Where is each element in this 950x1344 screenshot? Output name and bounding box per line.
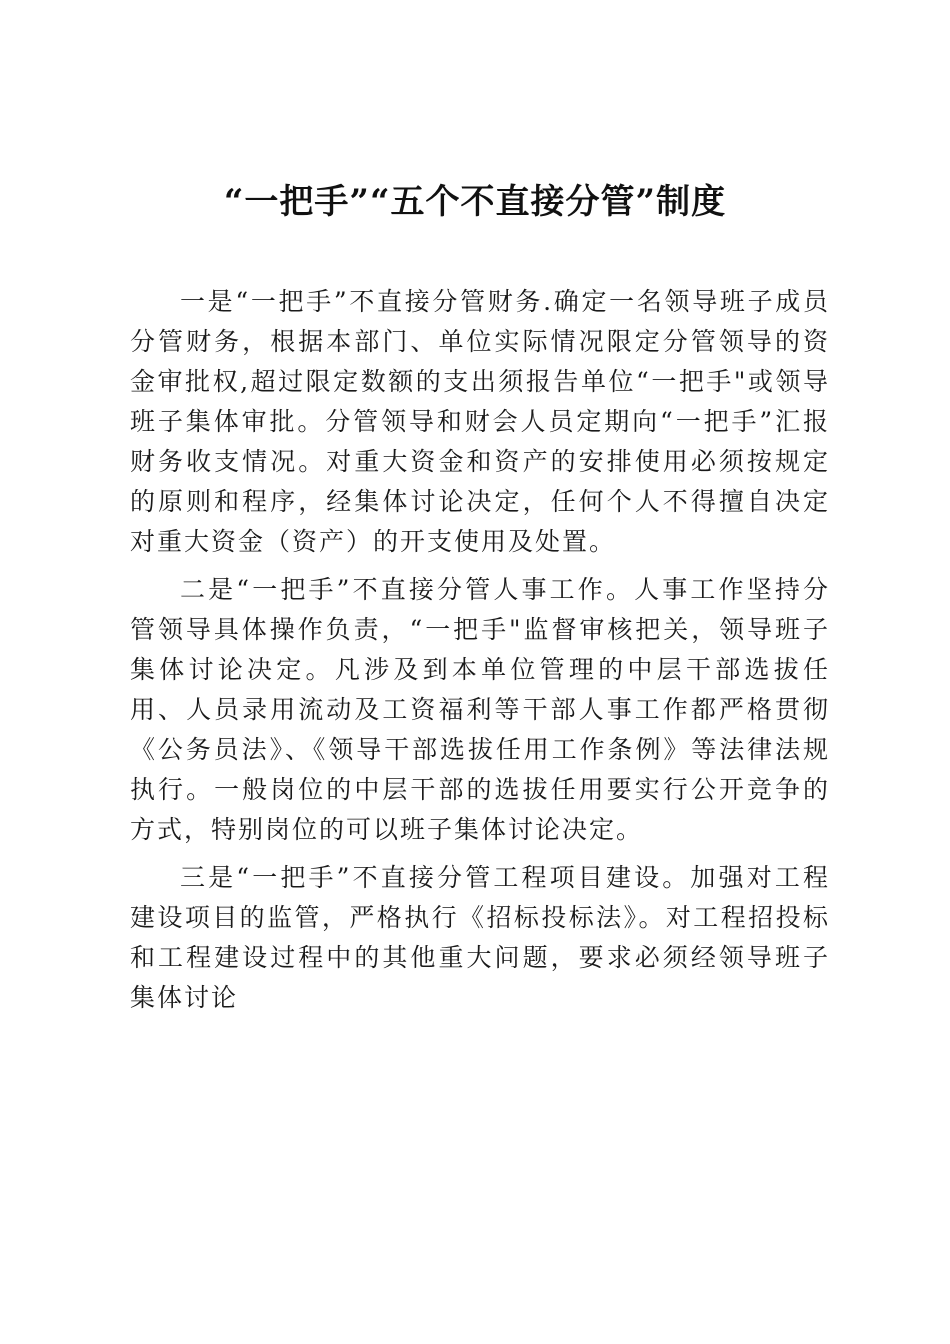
document-body xyxy=(130,282,830,1018)
document-title: “一把手”“五个不直接分管”制度 xyxy=(223,182,727,222)
paragraph-engineering: 三是“一把手”不直接分管工程项目建设。加强对工程建设项目的监管，严格执行《招标投标法》。对工程招投标和工程建设过程中的其他重大问题，要求必须经领导班子集体讨论 xyxy=(130,863,830,1012)
paragraph-finance: 一是“一把手”不直接分管财务.确定一名领导班子成员分管财务，根据本部门、单位实际情况限定分管领导的资金审批权,超过限定数额的支出须报告单位“一把手"或领导班子集体审批。分管领导和财会人员定期向“一把手”汇报财务收支情况。对重大资金和资产的安排使用必须按规定的原则和程序，经集体讨论决定，任何个人不得擅自决定对重大资金（资产）的开支使用及处置。 xyxy=(130,287,830,556)
paragraph-personnel: 二是“一把手”不直接分管人事工作。人事工作坚持分管领导具体操作负责，“一把手"监督审核把关，领导班子集体讨论决定。凡涉及到本单位管理的中层干部选拔任用、人员录用流动及工资福利等干部人事工作都严格贯彻《公务员法》、《领导干部选拔任用工作条例》等法律法规执行。一般岗位的中层干部的选拔任用要实行公开竞争的方式，特别岗位的可以班子集体讨论决定。 xyxy=(130,575,830,844)
